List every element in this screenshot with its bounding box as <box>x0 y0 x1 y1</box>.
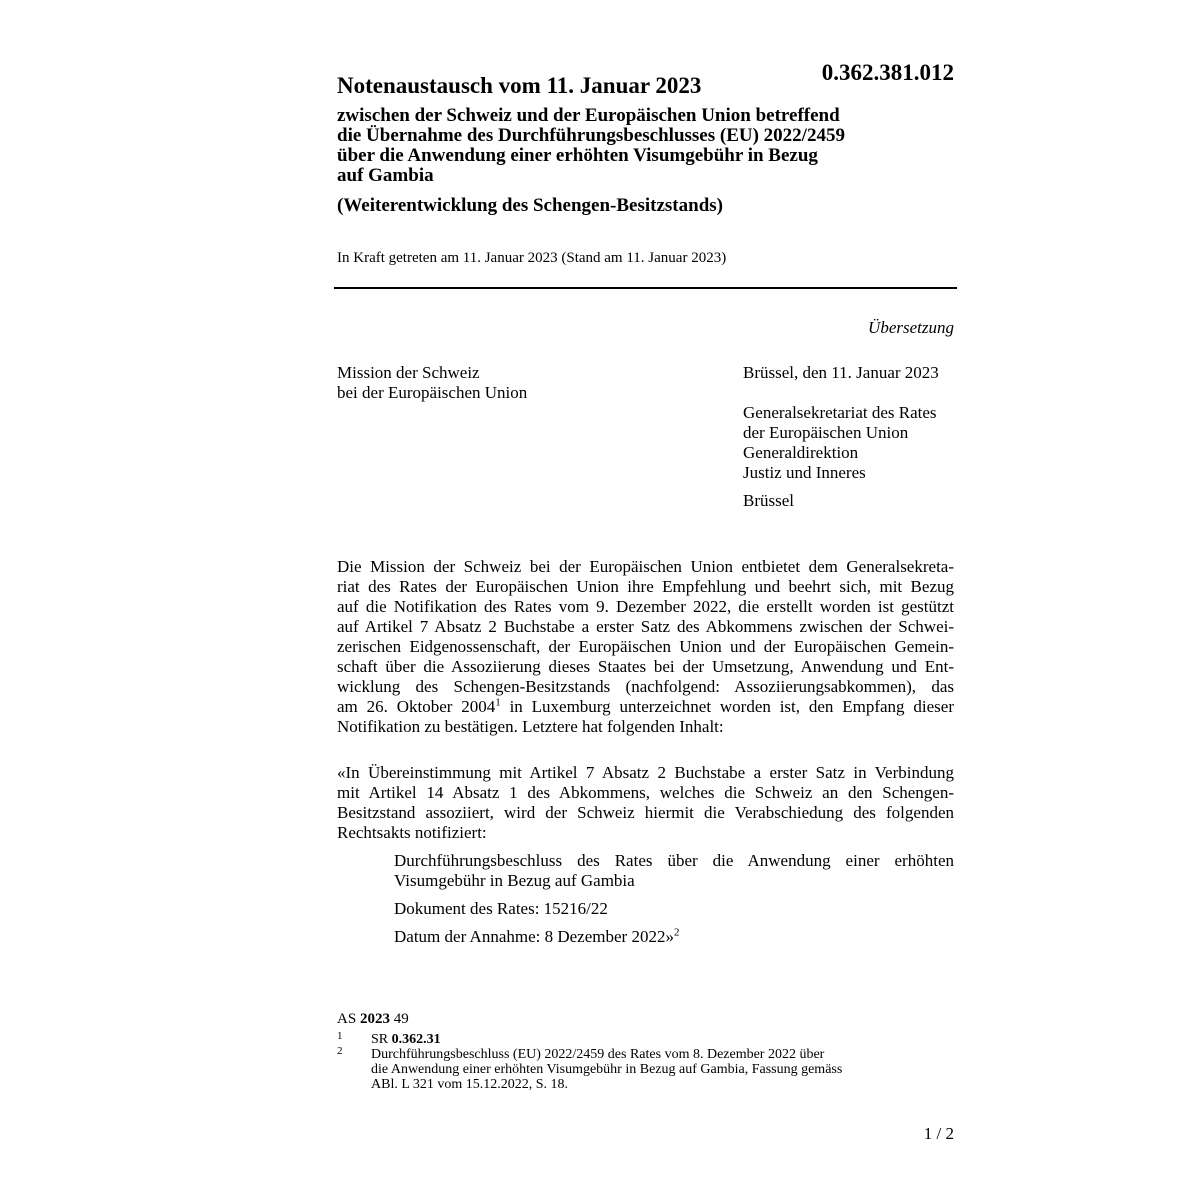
indented-act-title <box>394 851 954 891</box>
recipient-city: Brüssel <box>743 491 794 510</box>
indented-line: Durchführungsbeschluss des Rates über die Anwendung einer erhöhten <box>394 851 954 870</box>
document-title: Notenaustausch vom 11. Januar 2023 <box>337 73 702 98</box>
footnote-prefix: SR <box>371 1032 392 1047</box>
date-place: Brüssel, den 11. Januar 2023 <box>743 363 939 382</box>
adoption-date-text: Datum der Annahme: 8 Dezember 2022» <box>394 927 674 946</box>
paragraph-line: Die Mission der Schweiz bei der Europäischen Union entbietet dem Generalsekreta- <box>337 557 954 576</box>
footnote-text <box>371 1032 957 1047</box>
paragraph-text: in Luxemburg unterzeichnet worden ist, den Empfang dieser <box>500 697 954 716</box>
paragraph-line <box>337 697 954 717</box>
translation-label: Übersetzung <box>868 318 954 337</box>
document-subtitle-schengen: (Weiterentwicklung des Schengen-Besitzstands) <box>337 195 723 216</box>
footnote-1 <box>337 1032 957 1047</box>
paragraph-line: Besitzstand assoziiert, wird der Schweiz hiermit die Verabschiedung des folgenden <box>337 803 954 822</box>
indented-line: Visumgebühr in Bezug auf Gambia <box>394 871 635 890</box>
sr-number: 0.362.381.012 <box>821 60 954 85</box>
footnote-number: 2 <box>337 1045 343 1057</box>
paragraph-line: zerischen Eidgenossenschaft, der Europäischen Union und der Europäischen Gemein- <box>337 637 954 656</box>
paragraph-line: Rechtsakts notifiziert: <box>337 823 487 842</box>
subtitle-line: auf Gambia <box>337 165 434 186</box>
footnote-sr-reference[interactable]: 0.362.31 <box>391 1032 441 1047</box>
footnote-number: 1 <box>337 1030 343 1042</box>
footnote-line: Durchführungsbeschluss (EU) 2022/2459 des Rates vom 8. Dezember 2022 über <box>371 1047 825 1062</box>
recipient-line: Generalsekretariat des Rates <box>743 403 937 422</box>
paragraph-line: Notifikation zu bestätigen. Letztere hat folgenden Inhalt: <box>337 717 724 736</box>
body-paragraph-2 <box>337 763 954 843</box>
recipient-line: Justiz und Inneres <box>743 463 866 482</box>
header-divider <box>334 287 957 289</box>
footnote-line: die Anwendung einer erhöhten Visumgebühr in Bezug auf Gambia, Fassung gemäss <box>371 1062 843 1077</box>
paragraph-line: schaft über die Assoziierung dieses Staates bei der Umsetzung, Anwendung und Ent- <box>337 657 954 676</box>
subtitle-line: zwischen der Schweiz und der Europäischen Union betreffend <box>337 105 840 126</box>
as-year: 2023 <box>359 1011 390 1027</box>
subtitle-line: über die Anwendung einer erhöhten Visumgebühr in Bezug <box>337 145 818 166</box>
footnote-line: ABl. L 321 vom 15.12.2022, S. 18. <box>371 1077 569 1092</box>
in-force-statement: In Kraft getreten am 11. Januar 2023 (Stand am 11. Januar 2023) <box>337 250 727 266</box>
paragraph-line: mit Artikel 14 Absatz 1 des Abkommens, welches die Schweiz an den Schengen- <box>337 783 954 802</box>
paragraph-line: auf die Notifikation des Rates vom 9. Dezember 2022, die erstellt worden ist gestützt <box>337 597 954 616</box>
paragraph-text: am 26. Oktober 2004 <box>337 697 496 716</box>
footnote-2 <box>337 1047 957 1092</box>
footnote-reference-1[interactable]: 1 <box>495 696 501 709</box>
recipient-address <box>743 403 937 483</box>
paragraph-line: wicklung des Schengen-Besitzstands (nachfolgend: Assoziierungsabkommen), das <box>337 677 954 696</box>
sender-line: Mission der Schweiz <box>337 363 480 382</box>
as-prefix: AS <box>337 1011 360 1027</box>
council-document-number: Dokument des Rates: 15216/22 <box>394 899 608 918</box>
paragraph-line: auf Artikel 7 Absatz 2 Buchstabe a erster Satz des Abkommens zwischen der Schwei- <box>337 617 954 636</box>
as-reference <box>337 1011 409 1028</box>
document-page <box>337 0 957 1200</box>
page-number: 1 / 2 <box>923 1124 954 1143</box>
recipient-line: Generaldirektion <box>743 443 859 462</box>
sender-address <box>337 363 527 403</box>
footnotes <box>337 1032 957 1092</box>
recipient-line: der Europäischen Union <box>743 423 909 442</box>
as-page: 49 <box>389 1011 409 1027</box>
document-subtitle <box>337 106 937 186</box>
sender-line: bei der Europäischen Union <box>337 383 528 402</box>
footnote-reference-2[interactable]: 2 <box>673 926 680 939</box>
adoption-date <box>394 927 954 947</box>
paragraph-line: «In Übereinstimmung mit Artikel 7 Absatz 2 Buchstabe a erster Satz in Verbindung <box>337 763 954 782</box>
paragraph-line: riat des Rates der Europäischen Union ihre Empfehlung und beehrt sich, mit Bezug <box>337 577 954 596</box>
footnote-text <box>371 1047 957 1092</box>
subtitle-line: die Übernahme des Durchführungsbeschlusses (EU) 2022/2459 <box>337 125 845 146</box>
body-paragraph-1 <box>337 557 954 737</box>
